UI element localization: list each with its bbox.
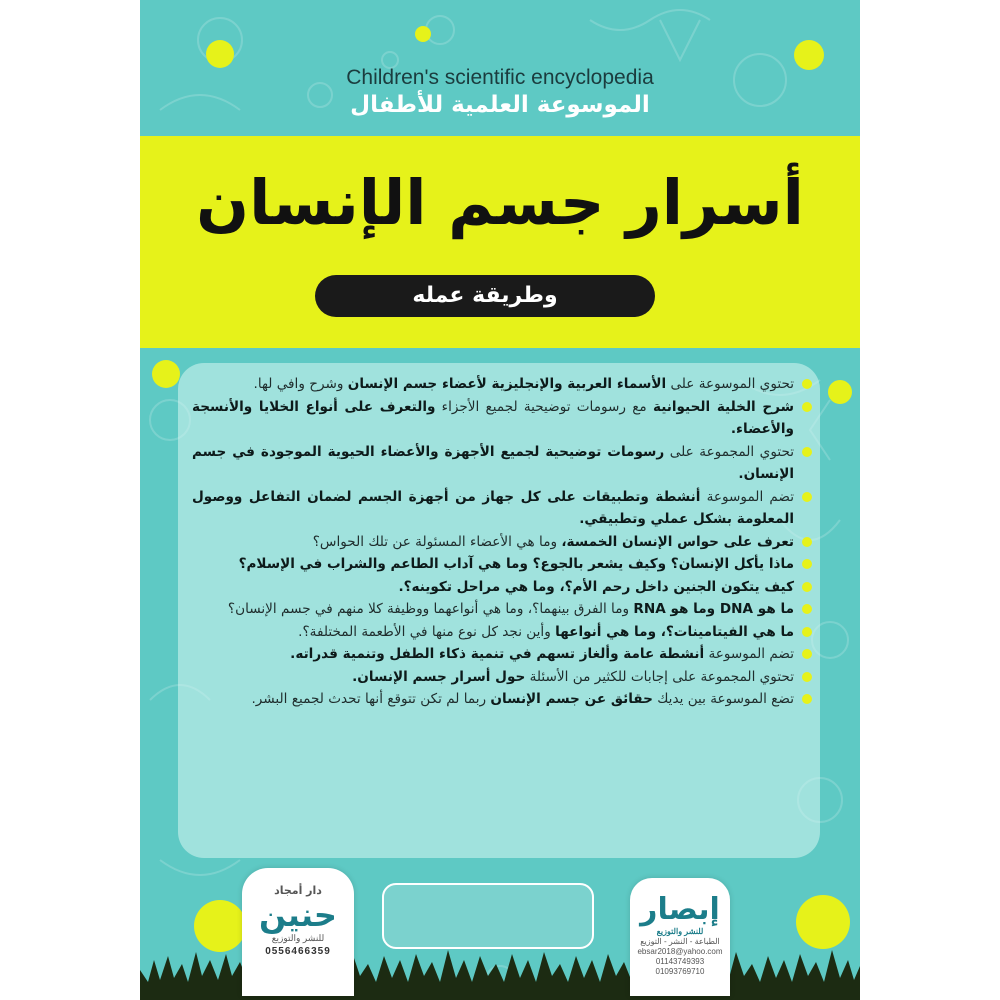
feature-text: وأين نجد كل نوع منها في الأطعمة المختلفة؟. [298,623,556,640]
feature-item [192,486,812,531]
feature-text: تضع الموسوعة بين يديك [652,691,794,707]
bullet-dot-icon [802,537,812,547]
feature-text: رسومات توضيحية لجميع الأجهزة والأعضاء الحيوية الموجودة في جسم الإنسان. [192,443,794,482]
feature-text: تحتوي المجموعة على [664,443,795,460]
decor-dot [206,40,234,68]
haneen-tagline: للنشر والتوزيع [271,933,325,943]
feature-item [192,553,812,576]
book-cover [140,0,860,1000]
ebsar-email: ebsar2018@yahoo.com [637,947,723,956]
bullet-dot-icon [802,604,812,614]
decor-dot [152,360,180,388]
feature-text: حول أسرار جسم الإنسان. [352,668,526,685]
english-series-title: Children's scientific encyclopedia [346,66,654,89]
bullet-dot-icon [802,559,812,569]
feature-text: ربما لم تكن تتوقع أنها تحدث لجميع البشر. [251,691,491,707]
bullet-dot-icon [802,379,812,389]
bullet-dot-icon [802,582,812,592]
feature-text: حقائق عن جسم الإنسان [490,691,653,707]
feature-text: تحتوي الموسوعة على [666,376,794,392]
feature-item [192,666,812,689]
decor-dot [828,380,852,404]
feature-item [192,531,812,554]
book-subtitle: وطريقة عمله [315,275,655,317]
ebsar-phone-1: 01143749393 [655,957,705,966]
ebsar-tagline: للنشر والتوزيع [656,927,704,936]
feature-item [192,441,812,486]
haneen-top-label: دار أمجاد [274,884,322,897]
feature-text: مع رسومات توضيحية لجميع الأجزاء [435,398,653,415]
bullet-dot-icon [802,492,812,502]
feature-text: وما هي الأعضاء المسئولة عن تلك الحواس؟ [312,533,562,550]
feature-list [192,373,812,711]
feature-text: وما الفرق بينهما؟، وما هي أنواعهما ووظيفة كلا منهم في جسم الإنسان؟ [227,601,634,617]
bullet-dot-icon [802,649,812,659]
feature-text: ما هو DNA وما هو RNA [633,601,794,617]
feature-item [192,621,812,644]
bullet-dot-icon [802,672,812,682]
feature-text: كيف يتكون الجنين داخل رحم الأم؟، وما هي مراحل تكوينه؟. [398,578,794,595]
feature-text: تضم الموسوعة [700,488,794,505]
decor-dot [415,26,431,42]
feature-item [192,576,812,599]
feature-text: الأسماء العربية والإنجليزية لأعضاء جسم الإنسان [347,376,667,392]
feature-text: شرح الخلية الحيوانية [652,398,794,415]
bullet-dot-icon [802,694,812,704]
bullet-dot-icon [802,447,812,457]
ebsar-logo-name: إبصار [640,892,720,927]
haneen-publisher-logo [242,868,354,996]
haneen-phone: 0556466359 [265,946,331,957]
feature-text: وشرح وافي لها. [253,376,348,392]
arabic-series-title: الموسوعة العلمية للأطفال [350,92,650,118]
feature-item [192,688,812,711]
ebsar-publisher-logo [630,878,730,996]
feature-text: تضم الموسوعة [704,646,794,662]
book-title: أسرار جسم الإنسان [196,166,804,239]
feature-text: ما هي الفيتامينات؟، وما هي أنواعها [555,623,794,640]
ebsar-services: الطباعة - النشر - التوزيع [640,937,720,946]
feature-item [192,396,812,441]
feature-text: أنشطة عامة وألغاز تسهم في تنمية ذكاء الطفل وتنمية قدراته. [290,646,705,662]
feature-item [192,373,812,396]
feature-text: والتعرف على أنواع الخلايا والأنسجة والأعضاء. [192,398,794,437]
feature-text: تعرف على حواس الإنسان الخمسة، [561,533,794,550]
haneen-logo-name: حنين [259,896,337,934]
feature-item [192,643,812,666]
ebsar-phone-2: 01093769710 [655,967,705,976]
blank-label-box [382,883,594,949]
feature-text: تحتوي المجموعة على إجابات للكثير من الأسئلة [525,668,794,685]
bullet-dot-icon [802,627,812,637]
bullet-dot-icon [802,402,812,412]
feature-item [192,598,812,621]
feature-text: ماذا يأكل الإنسان؟ وكيف يشعر بالجوع؟ وما هي آداب الطاعم والشراب في الإسلام؟ [238,556,794,572]
feature-text: أنشطة وتطبيقات على كل جهاز من أجهزة الجسم لضمان التفاعل ووصول المعلومة بشكل عملي وتطبيقي. [192,488,794,527]
